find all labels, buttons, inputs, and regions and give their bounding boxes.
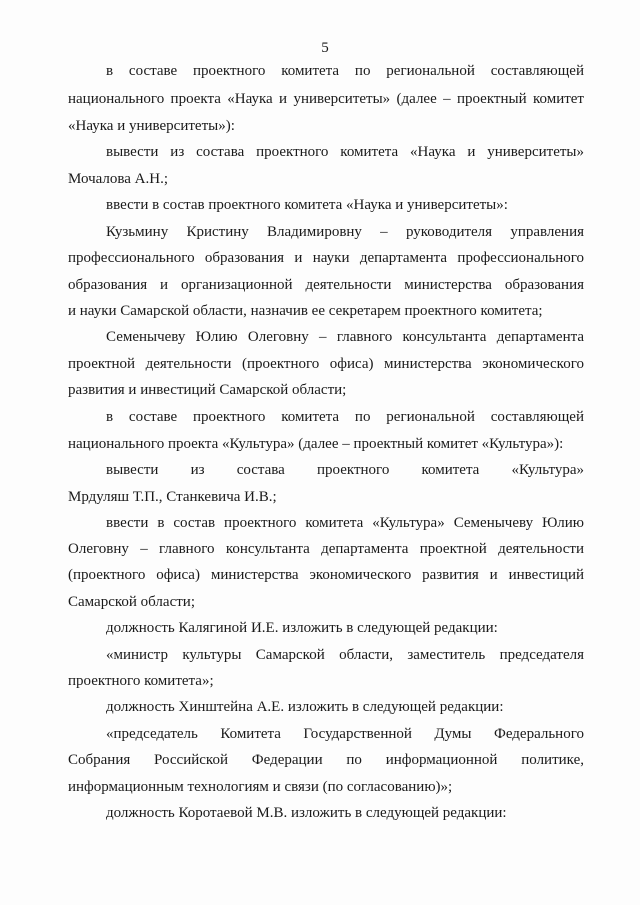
text-line: проектной деятельности (проектного офиса) министерства экономического bbox=[68, 356, 584, 372]
text-line: Собрания Российской Федерации по информационной политике, bbox=[68, 752, 584, 768]
text-line: должность Калягиной И.Е. изложить в следующей редакции: bbox=[106, 620, 498, 636]
text-line: развития и инвестиций Самарской области; bbox=[68, 382, 347, 398]
text-line: информационным технологиям и связи (по согласованию)»; bbox=[68, 779, 453, 795]
text-line: (проектного офиса) министерства экономического развития и инвестиций bbox=[68, 567, 584, 583]
text-line: ввести в состав проектного комитета «Наука и университеты»: bbox=[106, 197, 508, 213]
text-line: вывести из состава проектного комитета «Наука и университеты» bbox=[106, 144, 584, 160]
text-line: проектного комитета»; bbox=[68, 673, 214, 689]
text-line: национального проекта «Наука и университеты» (далее – проектный комитет bbox=[68, 91, 584, 107]
text-line: должность Коротаевой М.В. изложить в следующей редакции: bbox=[106, 805, 507, 821]
text-line: «Наука и университеты»): bbox=[68, 118, 235, 134]
text-line: «министр культуры Самарской области, заместитель председателя bbox=[106, 647, 584, 663]
text-line: Семенычеву Юлию Олеговну – главного консультанта департамента bbox=[106, 329, 584, 345]
text-line: в составе проектного комитета по региональной составляющей bbox=[106, 409, 584, 425]
text-line: Мрдуляш Т.П., Станкевича И.В.; bbox=[68, 489, 277, 505]
text-line: Кузьмину Кристину Владимировну – руководителя управления bbox=[106, 224, 584, 240]
text-line: ввести в состав проектного комитета «Культура» Семенычеву Юлию bbox=[106, 515, 584, 531]
page-number: 5 bbox=[321, 40, 329, 56]
text-line: «председатель Комитета Государственной Думы Федерального bbox=[106, 726, 584, 742]
text-line: в составе проектного комитета по региональной составляющей bbox=[106, 63, 584, 79]
text-line: должность Хинштейна А.Е. изложить в следующей редакции: bbox=[106, 699, 504, 715]
text-line: профессионального образования и науки департамента профессионального bbox=[68, 250, 584, 266]
text-line: Самарской области; bbox=[68, 594, 195, 610]
text-line: и науки Самарской области, назначив ее секретарем проектного комитета; bbox=[68, 303, 543, 319]
text-line: вывести из состава проектного комитета «Культура» bbox=[106, 462, 584, 478]
text-line: Мочалова А.Н.; bbox=[68, 171, 169, 187]
text-line: национального проекта «Культура» (далее – проектный комитет «Культура»): bbox=[68, 436, 564, 452]
text-line: образования и организационной деятельности министерства образования bbox=[68, 277, 584, 293]
text-line: Олеговну – главного консультанта департамента проектной деятельности bbox=[68, 541, 584, 557]
